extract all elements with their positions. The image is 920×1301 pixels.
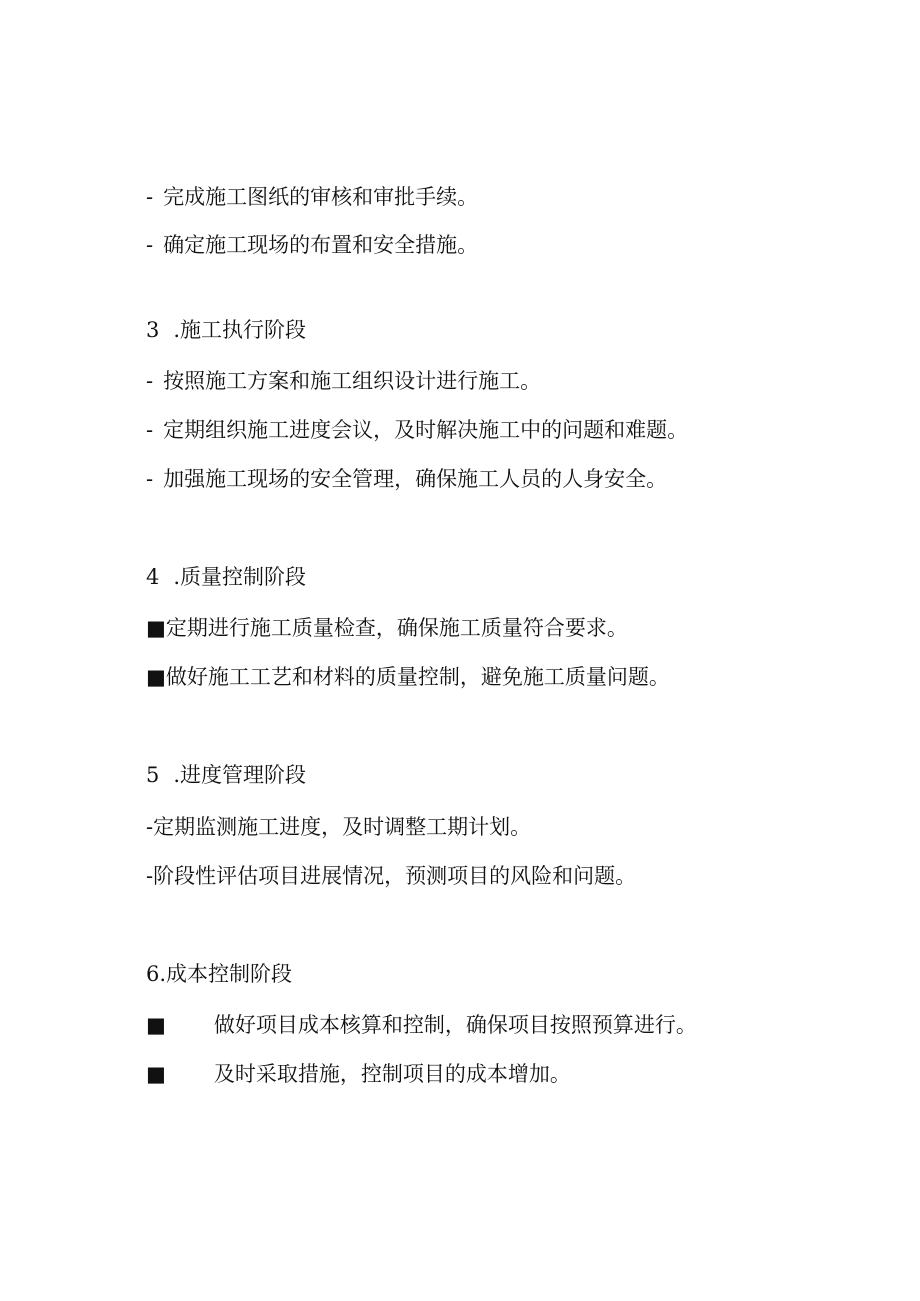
dash-marker: - — [146, 815, 154, 839]
dash-marker: - — [146, 369, 154, 393]
list-item — [146, 182, 478, 212]
list-item-text: 做好施工工艺和材料的质量控制，避免施工质量问题。 — [165, 665, 670, 689]
list-item — [146, 861, 636, 891]
list-item-text: 确定施工现场的布置和安全措施。 — [163, 233, 479, 257]
square-bullet-icon: ■ — [146, 1013, 166, 1037]
section-title: .进度管理阶段 — [173, 763, 307, 787]
list-item-text: 阶段性评估项目进展情况，预测项目的风险和问题。 — [153, 864, 637, 888]
section-number: 4 — [146, 565, 160, 589]
list-item — [146, 464, 667, 494]
list-item — [146, 613, 628, 643]
list-item-text: 定期组织施工进度会议，及时解决施工中的问题和难题。 — [163, 418, 689, 442]
section-title: .施工执行阶段 — [173, 318, 307, 342]
dash-marker: - — [146, 864, 154, 888]
section-title: 6.成本控制阶段 — [146, 962, 293, 986]
section-title: .质量控制阶段 — [173, 565, 307, 589]
dash-marker: - — [146, 185, 154, 209]
list-item-text: 定期监测施工进度，及时调整工期计划。 — [153, 815, 532, 839]
section-number: 3 — [146, 318, 160, 342]
list-item-text: 按照施工方案和施工组织设计进行施工。 — [163, 369, 542, 393]
list-item-text: 加强施工现场的安全管理，确保施工人员的人身安全。 — [163, 467, 668, 491]
square-bullet-icon: ■ — [146, 1062, 166, 1086]
list-item — [146, 662, 670, 692]
list-item — [146, 1059, 571, 1089]
list-item — [146, 1010, 697, 1040]
list-item-text: 完成施工图纸的审核和审批手续。 — [163, 185, 479, 209]
section-heading — [146, 760, 306, 790]
section-heading — [146, 562, 306, 592]
list-item — [146, 366, 541, 396]
list-item — [146, 812, 531, 842]
list-item-text: 及时采取措施，控制项目的成本增加。 — [213, 1062, 571, 1086]
square-bullet-icon: ■ — [146, 665, 166, 689]
section-number: 5 — [146, 763, 160, 787]
list-item — [146, 230, 478, 260]
dash-marker: - — [146, 467, 154, 491]
list-item-text: 定期进行施工质量检查，确保施工质量符合要求。 — [165, 616, 628, 640]
section-heading — [146, 959, 292, 989]
list-item-text: 做好项目成本核算和控制，确保项目按照预算进行。 — [213, 1013, 697, 1037]
dash-marker: - — [146, 418, 154, 442]
dash-marker: - — [146, 233, 154, 257]
square-bullet-icon: ■ — [146, 616, 166, 640]
list-item — [146, 415, 688, 445]
section-heading — [146, 315, 306, 345]
